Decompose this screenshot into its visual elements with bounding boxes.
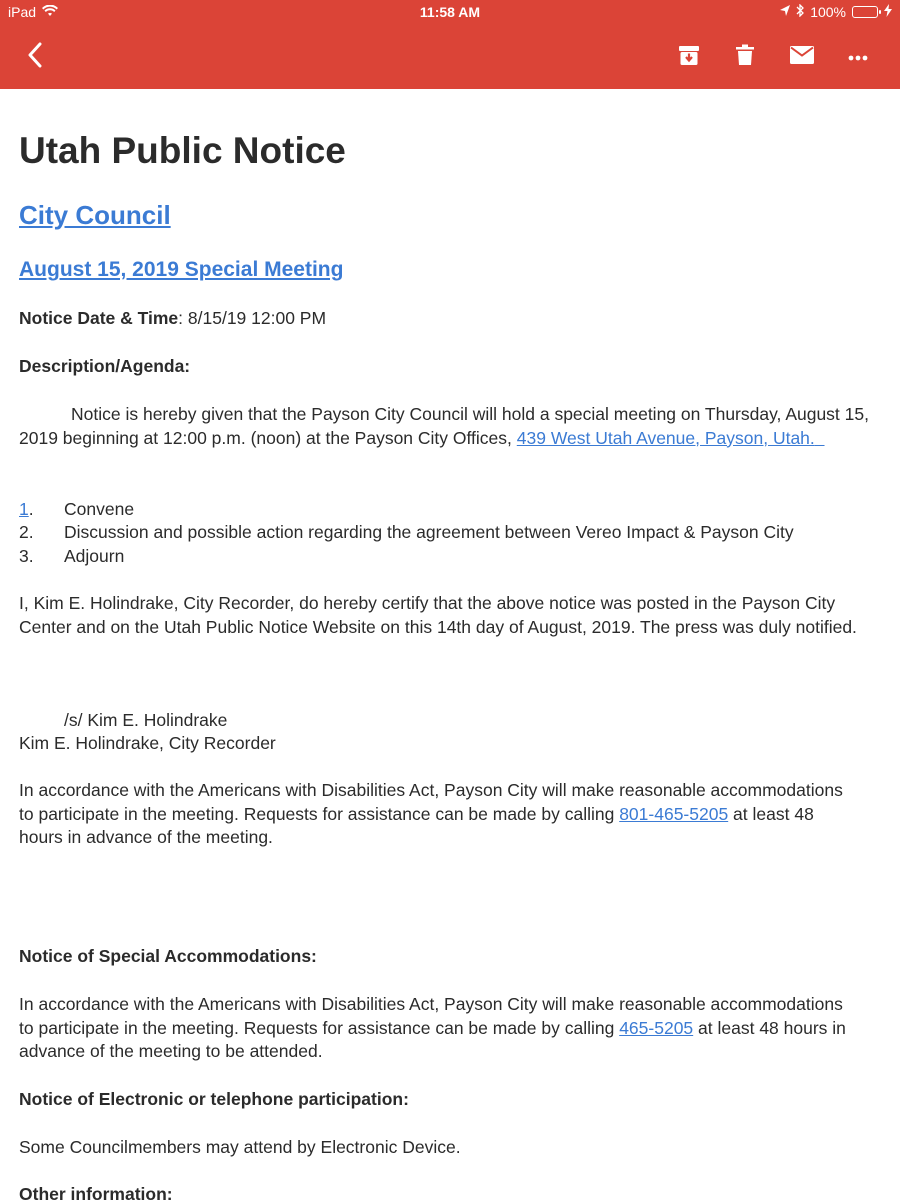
- notice-date-line: [19, 307, 326, 331]
- ada-paragraph-1: [19, 779, 859, 850]
- agenda-item: [19, 521, 794, 545]
- meeting-link[interactable]: August 15, 2019 Special Meeting: [19, 258, 344, 281]
- ada-paragraph-2: [19, 993, 849, 1064]
- description-label: Description/Agenda:: [19, 356, 191, 376]
- app-toolbar: [0, 24, 900, 89]
- other-information-label: Other information:: [19, 1184, 173, 1200]
- location-icon: [780, 4, 790, 20]
- ada-text-1: In accordance with the Americans with Disabilities Act, Payson City will make reasonable accommodations to participate in the meeting. Requests for assistance can be made by calling: [19, 780, 843, 824]
- mark-unread-button[interactable]: [785, 40, 819, 74]
- ada-text-1-end: at least 48 hours in advance of the meeting.: [19, 803, 814, 847]
- phone-link-2[interactable]: 465-5205: [619, 1017, 694, 1038]
- special-accommodations-label: Notice of Special Accommodations:: [19, 946, 317, 966]
- city-council-link[interactable]: City Council: [19, 200, 171, 230]
- address-link-trail: [815, 428, 825, 448]
- agenda-item: [19, 545, 124, 569]
- address-link[interactable]: 439 West Utah Avenue, Payson, Utah.: [516, 427, 815, 448]
- agenda-num-suffix: .: [28, 499, 34, 519]
- bluetooth-icon: [796, 4, 804, 20]
- status-right: [780, 4, 892, 20]
- intro-paragraph: [19, 403, 881, 450]
- back-button[interactable]: [18, 40, 52, 74]
- archive-button[interactable]: [672, 40, 706, 74]
- intro-text: Notice is hereby given that the Payson City Council will hold a special meeting on Thursday, August 15, 2019 beginning at 12:00 p.m. (noon) at the Payson City Offices,: [19, 404, 869, 448]
- battery-icon: [852, 6, 878, 18]
- more-button[interactable]: [841, 40, 875, 74]
- signature-line: /s/ Kim E. Holindrake: [64, 710, 228, 730]
- agenda-num: 3.: [19, 546, 34, 566]
- battery-percent: 100%: [810, 4, 846, 20]
- delete-button[interactable]: [728, 40, 762, 74]
- status-time: 11:58 AM: [419, 4, 481, 20]
- certify-paragraph: I, Kim E. Holindrake, City Recorder, do hereby certify that the above notice was posted in the Payson City Center and on the Utah Public Notice Website on this 14th day of August, 2019. The press was duly notified.: [19, 593, 857, 637]
- mail-icon: [790, 46, 814, 69]
- page-title: Utah Public Notice: [19, 130, 346, 171]
- more-icon: [848, 48, 868, 66]
- ada-text-2: In accordance with the Americans with Disabilities Act, Payson City will make reasonable accommodations to participate in the meeting. Requests for assistance can be made by calling: [19, 994, 843, 1038]
- signature-name: Kim E. Holindrake, City Recorder: [19, 733, 276, 753]
- status-bar: [0, 0, 900, 24]
- phone-link-1[interactable]: 801-465-5205: [619, 803, 729, 824]
- electronic-participation-text: Some Councilmembers may attend by Electronic Device.: [19, 1137, 461, 1157]
- trash-icon: [735, 44, 755, 71]
- notice-date-value: : 8/15/19 12:00 PM: [178, 308, 327, 328]
- agenda-text: Adjourn: [64, 546, 125, 566]
- electronic-participation-label: Notice of Electronic or telephone participation:: [19, 1089, 409, 1109]
- agenda-num-link[interactable]: 1: [19, 499, 29, 519]
- agenda-text: Convene: [64, 499, 135, 519]
- notice-date-label: Notice Date & Time: [19, 308, 179, 328]
- agenda-item: [19, 498, 134, 522]
- chevron-left-icon: [27, 42, 43, 73]
- agenda-num: 2.: [19, 522, 34, 542]
- archive-icon: [678, 44, 700, 71]
- charging-icon: [884, 4, 892, 20]
- agenda-text: Discussion and possible action regarding the agreement between Vereo Impact & Payson City: [64, 522, 794, 542]
- carrier-label: iPad: [8, 4, 37, 20]
- ada-text-2-end: at least 48 hours in advance of the meeting to be attended.: [19, 1017, 846, 1061]
